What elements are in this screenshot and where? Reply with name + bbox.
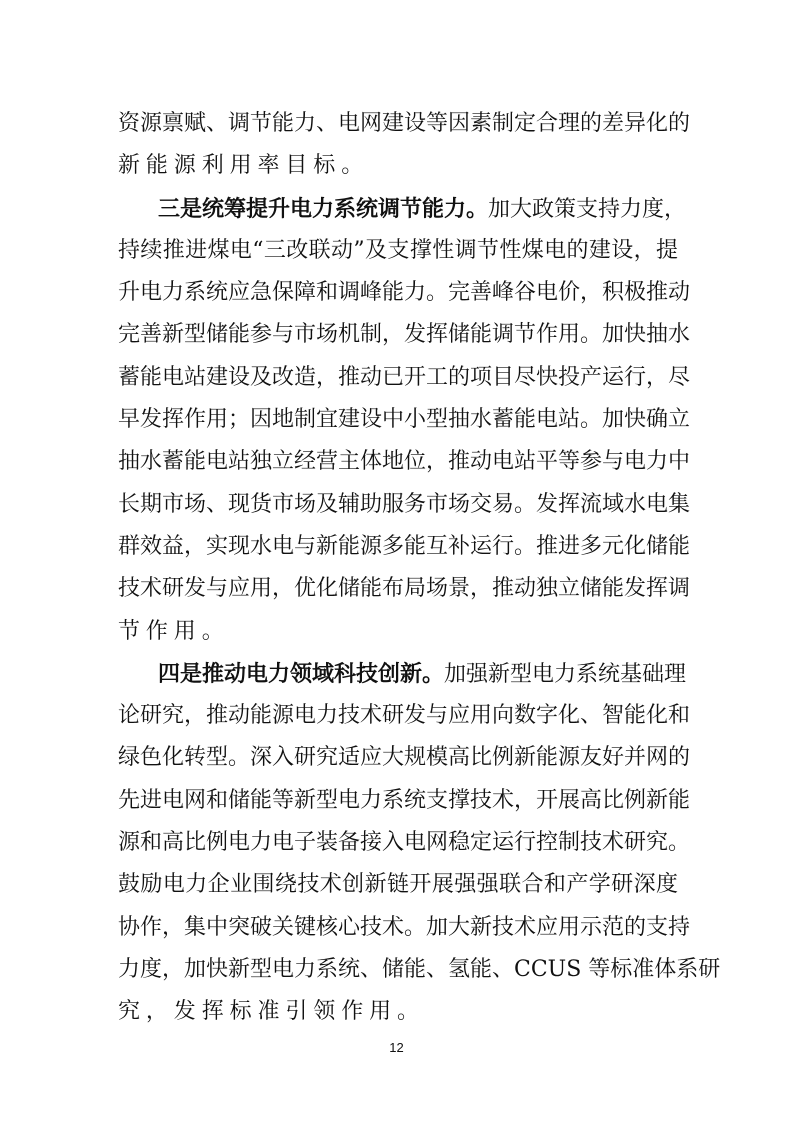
text-line: 抽水蓄能电站独立经营主体地位，推动电站平等参与电力中 xyxy=(118,449,691,475)
text-line: 群效益，实现水电与新能源多能互补运行。推进多元化储能 xyxy=(118,533,691,559)
paragraph-1 xyxy=(118,103,691,188)
text-line: 论研究，推动能源电力技术研发与应用向数字化、智能化和 xyxy=(118,703,691,729)
paragraph-lead-heading: 三是统筹提升电力系统调节能力。 xyxy=(158,195,489,222)
text-line: 源和高比例电力电子装备接入电网稳定运行控制技术研究。 xyxy=(118,830,691,856)
text-line: 绿色化转型。深入研究适应大规模高比例新能源友好并网的 xyxy=(118,745,691,771)
paragraph-lead-heading: 四是推动电力领域科技创新。 xyxy=(158,660,445,687)
text-line: 资源禀赋、调节能力、电网建设等因素制定合理的差异化的 xyxy=(118,111,691,136)
text-line xyxy=(118,653,687,695)
text-line: 新能源利用率目标。 xyxy=(118,153,370,179)
text-line: 蓄能电站建设及改造，推动已开工的项目尽快投产运行，尽 xyxy=(118,364,691,390)
text-line: 长期市场、现货市场及辅助服务市场交易。发挥流域水电集 xyxy=(118,491,691,517)
text-span: 加强新型电力系统基础理 xyxy=(444,661,687,687)
text-line: 完善新型储能参与市场机制，发挥储能调节作用。加快抽水 xyxy=(118,322,691,348)
document-body xyxy=(118,103,721,1034)
text-line: 协作，集中突破关键核心技术。加大新技术应用示范的支持 xyxy=(118,914,691,940)
paragraph-3 xyxy=(118,653,721,1034)
text-line: 技术研发与应用，优化储能布局场景，推动独立储能发挥调 xyxy=(118,576,691,602)
text-line: 节作用。 xyxy=(118,618,230,644)
text-span: 加大政策支持力度， xyxy=(488,196,687,222)
text-line: 究，发挥标准引领作用。 xyxy=(118,999,425,1025)
text-line: 升电力系统应急保障和调峰能力。完善峰谷电价，积极推动 xyxy=(118,280,691,306)
paragraph-2 xyxy=(118,188,691,653)
text-line: 力度，加快新型电力系统、储能、氢能、CCUS 等标准体系研 xyxy=(118,956,721,982)
text-line: 持续推进煤电“三改联动”及支撑性调节性煤电的建设，提 xyxy=(118,237,678,263)
text-line xyxy=(118,188,687,230)
text-line: 早发挥作用；因地制宜建设中小型抽水蓄能电站。加快确立 xyxy=(118,407,691,433)
text-line: 鼓励电力企业围绕技术创新链开展强强联合和产学研深度 xyxy=(118,872,678,898)
text-line: 先进电网和储能等新型电力系统支撑技术，开展高比例新能 xyxy=(118,787,691,813)
page-number: 12 xyxy=(389,1040,404,1055)
